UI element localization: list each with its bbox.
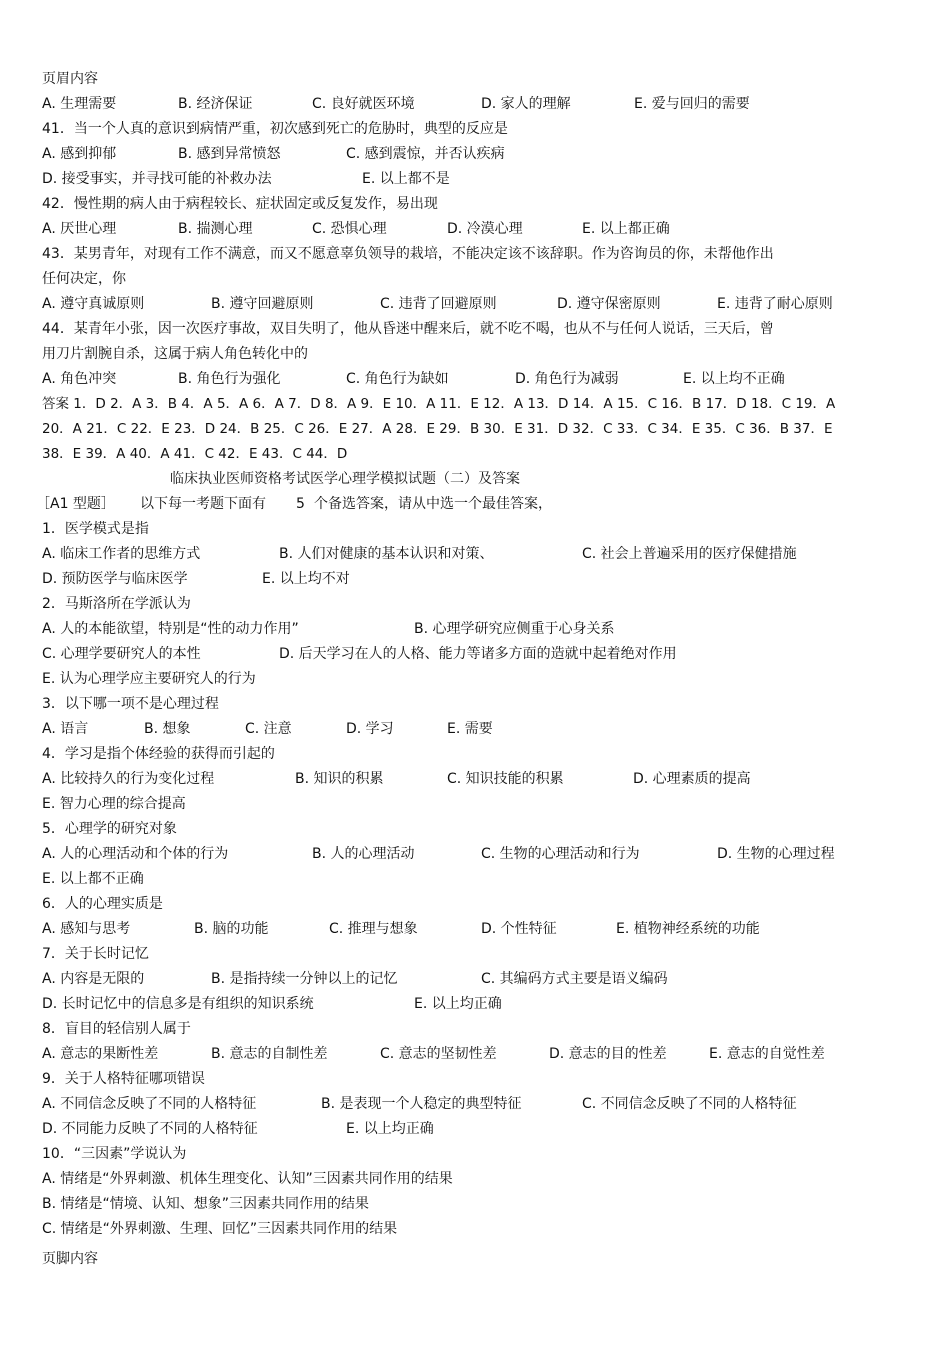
- question-stem: 42．慢性期的病人由于病程较长、症状固定或反复发作，易出现: [42, 196, 438, 212]
- question-stem: 44．某青年小张，因一次医疗事故，双目失明了，他从昏迷中醒来后，就不吃不喝，也从不与任何人说话，三天后，曾: [42, 321, 774, 337]
- option: A. 意志的果断性差: [42, 1046, 159, 1062]
- question-stem: 8．盲目的轻信别人属于: [42, 1021, 191, 1037]
- option: C. 推理与想象: [329, 921, 418, 937]
- option: A. 情绪是“外界刺激、机体生理变化、认知”三因素共同作用的结果: [42, 1171, 453, 1187]
- option: D. 学习: [346, 721, 394, 737]
- option: D. 家人的理解: [481, 96, 571, 112]
- option: E. 植物神经系统的功能: [616, 921, 760, 937]
- option: E. 以上均正确: [346, 1121, 434, 1137]
- option: C. 意志的坚韧性差: [380, 1046, 497, 1062]
- option: D. 冷漠心理: [447, 221, 523, 237]
- option: E. 认为心理学应主要研究人的行为: [42, 671, 256, 687]
- question-stem: 6．人的心理实质是: [42, 896, 163, 912]
- option: D. 接受事实，并寻找可能的补救办法: [42, 171, 272, 187]
- question-stem: 2．马斯洛所在学派认为: [42, 596, 191, 612]
- option: E. 以上都正确: [582, 221, 670, 237]
- question-stem-cont: 用刀片割腕自杀，这属于病人角色转化中的: [42, 346, 308, 362]
- option: B. 意志的自制性差: [211, 1046, 328, 1062]
- option: C. 社会上普遍采用的医疗保健措施: [582, 546, 797, 562]
- option: C. 角色行为缺如: [346, 371, 449, 387]
- option: D. 预防医学与临床医学: [42, 571, 188, 587]
- option: C. 良好就医环境: [312, 96, 415, 112]
- option: C. 违背了回避原则: [380, 296, 497, 312]
- option: D. 意志的目的性差: [549, 1046, 667, 1062]
- option: D. 不同能力反映了不同的人格特征: [42, 1121, 258, 1137]
- question-stem: 4．学习是指个体经验的获得而引起的: [42, 746, 275, 762]
- option: C. 注意: [245, 721, 292, 737]
- page-footer: 页脚内容: [42, 1251, 98, 1267]
- question-stem: 9．关于人格特征哪项错误: [42, 1071, 205, 1087]
- question-stem: 41．当一个人真的意识到病情严重，初次感到死亡的危胁时，典型的反应是: [42, 121, 508, 137]
- option: A. 感到抑郁: [42, 146, 117, 162]
- option: C. 心理学要研究人的本性: [42, 646, 201, 662]
- option: B. 是表现一个人稳定的典型特征: [321, 1096, 522, 1112]
- option: B. 情绪是“情境、认知、想象”三因素共同作用的结果: [42, 1196, 370, 1212]
- question-stem: 43．某男青年，对现有工作不满意，而又不愿意辜负领导的栽培，不能决定该不该辞职。作为咨询员的你，未帮他作出: [42, 246, 774, 262]
- answer-key-line: 答案 1．D 2．A 3．B 4．A 5．A 6．A 7．D 8．A 9．E 10．A 11．E 12．A 13．D 14．A 15．C 16．B 17．D 18．C 19．A: [42, 396, 836, 412]
- option: D. 个性特征: [481, 921, 557, 937]
- exam-title: 临床执业医师资格考试医学心理学模拟试题（二）及答案: [170, 471, 520, 487]
- question-stem-cont: 任何决定，你: [42, 271, 126, 287]
- option: B. 人的心理活动: [312, 846, 415, 862]
- option: A. 遵守真诚原则: [42, 296, 145, 312]
- option: D. 遵守保密原则: [557, 296, 661, 312]
- question-stem: 7．关于长时记忆: [42, 946, 149, 962]
- question-stem: 1．医学模式是指: [42, 521, 149, 537]
- option: A. 厌世心理: [42, 221, 117, 237]
- option: E. 以上均正确: [414, 996, 502, 1012]
- option: B. 脑的功能: [194, 921, 269, 937]
- option: B. 遵守回避原则: [211, 296, 314, 312]
- option: E. 以上均不对: [262, 571, 350, 587]
- option: E. 意志的自觉性差: [709, 1046, 825, 1062]
- option: C. 恐惧心理: [312, 221, 387, 237]
- option: C. 知识技能的积累: [447, 771, 564, 787]
- option: E. 以上都不正确: [42, 871, 144, 887]
- option: C. 情绪是“外界刺激、生理、回忆”三因素共同作用的结果: [42, 1221, 398, 1237]
- page-header: 页眉内容: [42, 71, 98, 87]
- option: E. 爱与回归的需要: [634, 96, 750, 112]
- option: D. 角色行为减弱: [515, 371, 619, 387]
- choice-count: 5: [296, 496, 305, 512]
- option: E. 以上均不正确: [683, 371, 785, 387]
- question-stem: 10．“三因素”学说认为: [42, 1146, 187, 1162]
- instruction-text: 以下每一考题下面有: [140, 496, 266, 512]
- option: A. 语言: [42, 721, 89, 737]
- option: D. 生物的心理过程: [717, 846, 835, 862]
- option: E. 以上都不是: [362, 171, 450, 187]
- option: C. 其编码方式主要是语义编码: [481, 971, 668, 987]
- option: C. 生物的心理活动和行为: [481, 846, 640, 862]
- option: B. 经济保证: [178, 96, 253, 112]
- option: A. 不同信念反映了不同的人格特征: [42, 1096, 257, 1112]
- question-type-tag: ［A1 型题］: [36, 496, 115, 512]
- option: B. 知识的积累: [295, 771, 384, 787]
- option: D. 心理素质的提高: [633, 771, 751, 787]
- option: E. 需要: [447, 721, 493, 737]
- option: A. 生理需要: [42, 96, 117, 112]
- option: E. 违背了耐心原则: [717, 296, 833, 312]
- option: A. 人的本能欲望，特别是“性的动力作用”: [42, 621, 299, 637]
- option: C. 感到震惊，并否认疾病: [346, 146, 505, 162]
- option: B. 角色行为强化: [178, 371, 281, 387]
- option: A. 内容是无限的: [42, 971, 145, 987]
- question-stem: 5．心理学的研究对象: [42, 821, 177, 837]
- option: E. 智力心理的综合提高: [42, 796, 186, 812]
- option: B. 感到异常愤怒: [178, 146, 281, 162]
- option: A. 临床工作者的思维方式: [42, 546, 201, 562]
- option: B. 是指持续一分钟以上的记忆: [211, 971, 398, 987]
- option: A. 角色冲突: [42, 371, 117, 387]
- option: A. 比较持久的行为变化过程: [42, 771, 215, 787]
- option: B. 想象: [144, 721, 191, 737]
- question-stem: 3．以下哪一项不是心理过程: [42, 696, 219, 712]
- option: C. 不同信念反映了不同的人格特征: [582, 1096, 797, 1112]
- option: B. 人们对健康的基本认识和对策、: [279, 546, 494, 562]
- option: B. 揣测心理: [178, 221, 253, 237]
- option: A. 感知与思考: [42, 921, 131, 937]
- instruction-text: 个备选答案，请从中选一个最佳答案，: [314, 496, 552, 512]
- option: B. 心理学研究应侧重于心身关系: [414, 621, 615, 637]
- option: A. 人的心理活动和个体的行为: [42, 846, 229, 862]
- answer-key-line: 20．A 21．C 22．E 23．D 24．B 25．C 26．E 27．A 28．E 29．B 30．E 31．D 32．C 33．C 34．E 35．C 36．B 37．E: [42, 421, 833, 437]
- option: D. 后天学习在人的人格、能力等诸多方面的造就中起着绝对作用: [279, 646, 677, 662]
- option: D. 长时记忆中的信息多是有组织的知识系统: [42, 996, 314, 1012]
- answer-key-line: 38．E 39．A 40．A 41．C 42．E 43．C 44．D: [42, 446, 348, 462]
